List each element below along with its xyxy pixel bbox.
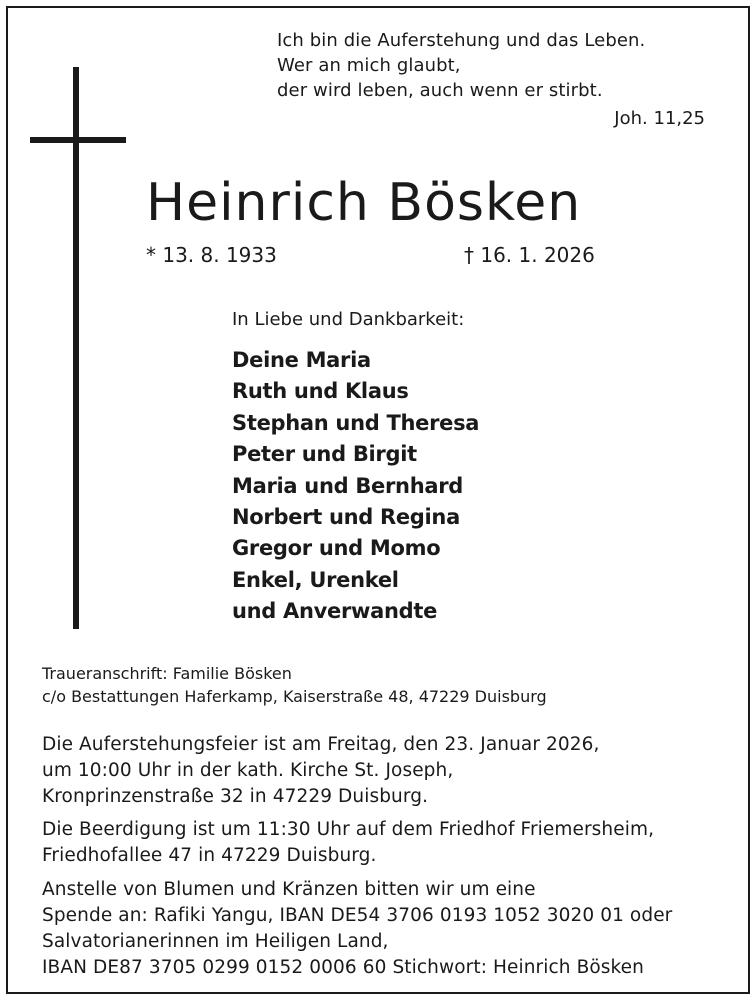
burial-line: Friedhofallee 47 in 47229 Duisburg.	[42, 845, 377, 866]
mourner-name: Stephan und Theresa	[232, 410, 480, 435]
donation-line: Salvatorianerinnen im Heiligen Land,	[42, 931, 389, 952]
address-line: Traueranschrift: Familie Bösken	[42, 664, 292, 683]
service-line: um 10:00 Uhr in der kath. Kirche St. Joseph,	[42, 760, 454, 781]
mourners-intro: In Liebe und Dankbarkeit:	[232, 309, 465, 330]
burial-info	[42, 817, 654, 869]
bible-quote	[277, 28, 707, 103]
deceased-name: Heinrich Bösken	[146, 173, 582, 233]
donation-info	[42, 877, 672, 981]
service-line: Kronprinzenstraße 32 in 47229 Duisburg.	[42, 786, 429, 807]
mourners-list	[232, 345, 479, 628]
mourner-name: Enkel, Urenkel	[232, 567, 399, 592]
donation-line: Anstelle von Blumen und Kränzen bitten wir um eine	[42, 879, 536, 900]
donation-line: IBAN DE87 3705 0299 0152 0006 60 Stichwort: Heinrich Bösken	[42, 957, 644, 978]
cross-vertical-bar	[73, 67, 79, 629]
quote-line: Ich bin die Auferstehung und das Leben.	[277, 30, 646, 51]
quote-line: der wird leben, auch wenn er stirbt.	[277, 80, 603, 101]
address-line: c/o Bestattungen Haferkamp, Kaiserstraße 48, 47229 Duisburg	[42, 687, 547, 706]
donation-line: Spende an: Rafiki Yangu, IBAN DE54 3706 0193 1052 3020 01 oder	[42, 905, 673, 926]
mourner-name: Norbert und Regina	[232, 505, 460, 530]
service-info	[42, 732, 600, 810]
mourner-name: Peter und Birgit	[232, 442, 417, 467]
mourner-name: Maria und Bernhard	[232, 473, 464, 498]
mourning-address	[42, 662, 547, 708]
death-date: † 16. 1. 2026	[464, 243, 595, 267]
mourner-name: Deine Maria	[232, 348, 371, 372]
burial-line: Die Beerdigung ist um 11:30 Uhr auf dem Friedhof Friemersheim,	[42, 819, 655, 840]
mourner-name: Gregor und Momo	[232, 536, 441, 561]
service-line: Die Auferstehungsfeier ist am Freitag, den 23. Januar 2026,	[42, 734, 600, 755]
mourner-name: Ruth und Klaus	[232, 379, 409, 404]
quote-reference: Joh. 11,25	[614, 108, 705, 129]
cross-horizontal-bar	[30, 137, 126, 143]
birth-date: * 13. 8. 1933	[146, 243, 277, 267]
mourner-name: und Anverwandte	[232, 599, 438, 624]
quote-line: Wer an mich glaubt,	[277, 55, 461, 76]
